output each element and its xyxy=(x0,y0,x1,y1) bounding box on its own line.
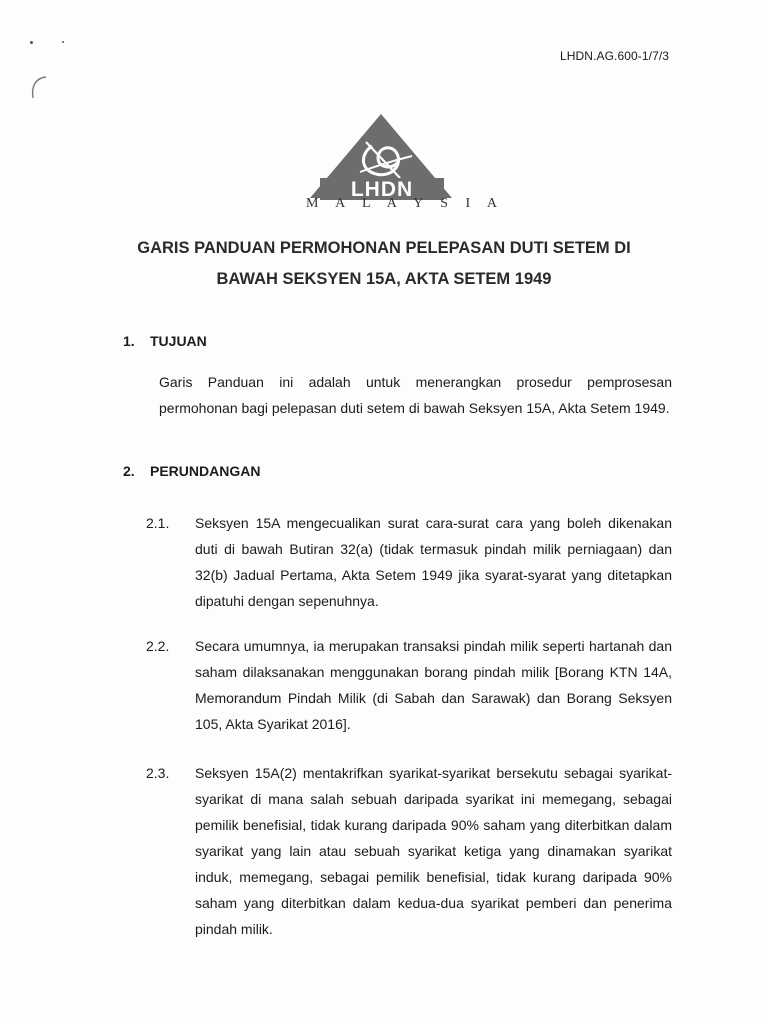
section-1-text: Garis Panduan ini adalah untuk menerangkan prosedur pemprosesan permohonan bagi pelepasan duti setem di bawah Seksyen 15A, Akta Setem 1949. xyxy=(159,374,672,416)
document-title xyxy=(60,233,708,295)
section-number: 2. xyxy=(123,463,135,479)
subsection-text: Seksyen 15A mengecualikan surat cara-surat cara yang boleh dikenakan duti di bawah Butiran 32(a) (tidak termasuk pindah milik perniagaan) dan 32(b) Jadual Pertama, Akta Setem 1949 jika syarat-syarat yang ditetapkan dipatuhi dengan sepenuhnya. xyxy=(195,515,672,609)
subsection-text: Seksyen 15A(2) mentakrifkan syarikat-syarikat bersekutu sebagai syarikat-syarikat di mana salah sebuah daripada syarikat ini memegang, sebagai pemilik benefisial, tidak kurang daripada 90% saham yang diterbitkan dalam syarikat yang lain atau sebuah syarikat ketiga yang dinamakan syarikat induk, memegang, sebagai pemilik benefisial, tidak kurang daripada 90% saham yang diterbitkan dalam kedua-dua syarikat pemberi dan penerima pindah milik. xyxy=(195,765,672,937)
section-1-heading xyxy=(123,333,207,349)
lhdn-triangle-logo-icon xyxy=(300,112,470,202)
section-title: PERUNDANGAN xyxy=(150,463,261,479)
scan-speck xyxy=(62,41,64,43)
title-line-1: GARIS PANDUAN PERMOHONAN PELEPASAN DUTI SETEM DI xyxy=(137,239,631,257)
section-number: 1. xyxy=(123,333,135,349)
document-reference: LHDN.AG.600-1/7/3 xyxy=(560,49,670,63)
title-line-2: BAWAH SEKSYEN 15A, AKTA SETEM 1949 xyxy=(216,270,552,288)
logo-text: LHDN xyxy=(350,178,414,201)
subsection-number: 2.3. xyxy=(146,765,170,781)
hole-punch-mark xyxy=(26,74,56,104)
logo-subtitle: M A L A Y S I A xyxy=(306,196,504,211)
section-2-heading xyxy=(123,463,260,479)
subsection-number: 2.1. xyxy=(146,515,170,531)
subsection-text: Secara umumnya, ia merupakan transaksi pindah milik seperti hartanah dan saham dilaksanakan menggunakan borang pindah milik [Borang KTN 14A, Memorandum Pindah Milik (di Sabah dan Sarawak) dan Borang Seksyen 105, Akta Syarikat 2016]. xyxy=(195,638,672,732)
subsection-number: 2.2. xyxy=(146,638,170,654)
scan-speck xyxy=(30,41,33,44)
section-title: TUJUAN xyxy=(150,333,207,349)
